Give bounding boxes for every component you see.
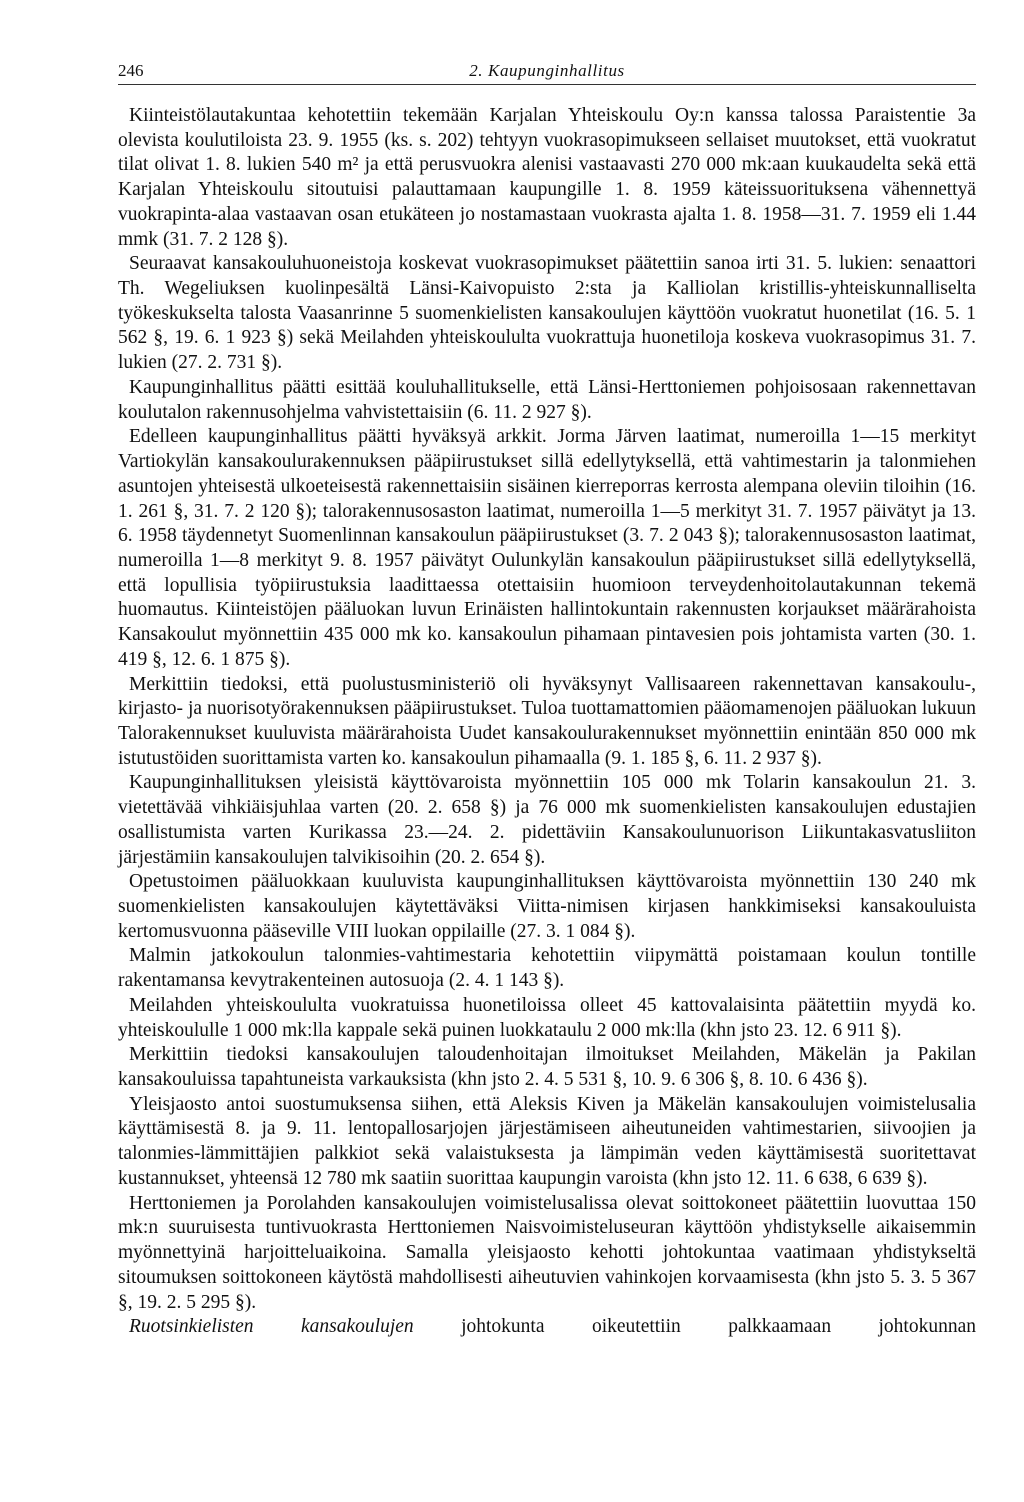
paragraph: Kaupunginhallitus päätti esittää kouluhallitukselle, että Länsi-Herttoniemen pohjoisosaan rakennettavan koulutalon rakennusohjelma vahvistettaisiin (6. 11. 2 927 §). [118,376,976,423]
page-number: 246 [118,61,144,80]
paragraph: Malmin jatkokoulun talonmies-vahtimestaria kehotettiin viipymättä poistamaan koulun tontille rakentamansa kevytrakenteinen autosuoja (2. 4. 1 143 §). [118,945,976,992]
paragraph: Seuraavat kansakouluhuoneistoja koskevat vuokrasopimukset päätettiin sanoa irti 31. 5. lukien: senaattori Th. Wegeliuksen kuolinpesältä Länsi-Kaivopuisto 2:sta ja Kalliolan kristillis-yhteiskunnalliselta työkeskukselta talosta Vaasanrinne 5 suomenkielisten kansakoulujen käyttöön vuokratut huonetilat (16. 5. 1 562 §, 19. 6. 1 923 §) sekä Meilahden yhteiskoululta vuokrattuja huonetiloja koskeva vuokrasopimus 31. 7. lukien (27. 2. 731 §). [118,253,976,374]
final-line-text: johtokunta oikeutettiin palkkaamaan johtokunnan [413,1316,977,1338]
paragraph: Herttoniemen ja Porolahden kansakoulujen voimistelusalissa olevat soittokoneet päätettiin luovuttaa 150 mk:n suuruisesta tuntivuokrasta Herttoniemen Naisvoimisteluseuran käyttöön yhdistykselle aikaisemmin myönnettyinä harjoitteluaikoina. Samalla yleisjaosto kehotti johtokuntaa vaatimaan yhdistykseltä sitoumuksen soittokoneen käytöstä mahdollisesti aiheutuvien vahinkojen korvaamisesta (khn jsto 5. 3. 5 367 §, 19. 2. 5 295 §). [118,1192,976,1313]
body-text [118,104,976,1340]
paragraph: Merkittiin tiedoksi kansakoulujen taloudenhoitajan ilmoitukset Meilahden, Mäkelän ja Pakilan kansakouluissa tapahtuneista varkauksista (khn jsto 2. 4. 5 531 §, 10. 9. 6 306 §, 8. 10. 6 436 §). [118,1044,976,1091]
italic-heading-run: Ruotsinkielisten kansakoulujen [129,1316,414,1338]
page-header [118,58,976,85]
paragraph: Meilahden yhteiskoululta vuokratuissa huonetiloissa olleet 45 kattovalaisinta päätettiin myydä ko. yhteiskoululle 1 000 mk:lla kappale sekä puinen luokkataulu 2 000 mk:lla (khn jsto 23. 12. 6 911 §). [118,994,976,1041]
paragraph: Edelleen kaupunginhallitus päätti hyväksyä arkkit. Jorma Järven laatimat, numeroilla 1—15 merkityt Vartiokylän kansakoulurakennuksen pääpiirustukset sillä edellytyksellä, että vahtimestarin ja talonmiehen asuntojen yhteisestä ulkoeteisestä rakennettaisiin sisäinen kierreporras kerrosta alempana oleviin tiloihin (16. 1. 261 §, 31. 7. 2 120 §); talorakennusosaston laatimat, numeroilla 1—5 merkityt 31. 7. 1957 päivätyt ja 13. 6. 1958 täydennetyt Suomenlinnan kansakoulun pääpiirustukset (3. 7. 2 043 §); talorakennusosaston laatimat, numeroilla 1—8 merkityt 9. 8. 1957 päivätyt Oulunkylän kansakoulun pääpiirustukset sillä edellytyksellä, että lopullisia työpiirustuksia laadittaessa otettaisiin huomioon terveydenhoitolautakunnan tekemä huomautus. Kiinteistöjen pääluokan luvun Erinäisten hallintokuntain rakennusten korjaukset määrärahoista Kansakoulut myönnettiin 435 000 mk ko. kansakoulun pihamaan pintavesien pois johtamista varten (30. 1. 419 §, 12. 6. 1 875 §). [118,426,976,670]
paragraph: Yleisjaosto antoi suostumuksensa siihen, että Aleksis Kiven ja Mäkelän kansakoulujen voimistelusalia käyttämisestä 8. ja 9. 11. lentopallosarjojen järjestämiseen aiheutuneiden vahtimestarien, siivoojien ja talonmies-lämmittäjien palkkiot sekä valaistuksesta ja lämpimän veden käyttämisestä suoritettavat kustannukset, yhteensä 12 780 mk saatiin suorittaa kaupungin varoista (khn jsto 12. 11. 6 638, 6 639 §). [118,1093,976,1189]
running-title: 2. Kaupunginhallitus [469,61,625,80]
paragraph: Kiinteistölautakuntaa kehotettiin tekemään Karjalan Yhteiskoulu Oy:n kanssa talossa Paraistentie 3a olevista koulutiloista 23. 9. 1955 (ks. s. 202) tehtyyn vuokrasopimukseen sellaiset muutokset, että vuokratut tilat olivat 1. 8. lukien 540 m² ja että perusvuokra alenisi vastaavasti 270 000 mk:aan kuukaudelta sekä että Karjalan Yhteiskoulu sitoutuisi palauttamaan kaupungille 1. 8. 1959 käteissuorituksena vähennettyä vuokrapinta-alaa vastaavan osan etukäteen jo nostamastaan vuokrasta ajalta 1. 8. 1958—31. 7. 1959 eli 1.44 mmk (31. 7. 2 128 §). [118,105,976,250]
paragraph: Kaupunginhallituksen yleisistä käyttövaroista myönnettiin 105 000 mk Tolarin kansakoulun 21. 3. vietettävää vihkiäisjuhlaa varten (20. 2. 658 §) ja 76 000 mk suomenkielisten kansakoulujen edustajien osallistumista varten Kurikassa 23.—24. 2. pidettäviin Kansakoulunuorison Liikuntakasvatusliiton järjestämiin kansakoulujen talvikisoihin (20. 2. 654 §). [118,772,976,868]
final-line [118,1315,976,1340]
paragraph: Merkittiin tiedoksi, että puolustusministeriö oli hyväksynyt Vallisaareen rakennettavan kansakoulu-, kirjasto- ja nuorisotyörakennuksen pääpiirustukset. Tuloa tuottamattomien pääomamenojen pääluokan lukuun Talorakennukset kuuluvista määrärahoista Uudet kansakoulurakennukset myönnettiin enintään 850 000 mk istutustöiden suorittamista varten ko. kansakoulun pihamaalla (9. 1. 185 §, 6. 11. 2 937 §). [118,673,976,769]
paragraph: Opetustoimen pääluokkaan kuuluvista kaupunginhallituksen käyttövaroista myönnettiin 130 240 mk suomenkielisten kansakoulujen käytettäväksi Viitta-nimisen kirjasen hankkimiseksi kansakouluista kertomusvuonna pääseville VIII luokan oppilaille (27. 3. 1 084 §). [118,871,976,942]
